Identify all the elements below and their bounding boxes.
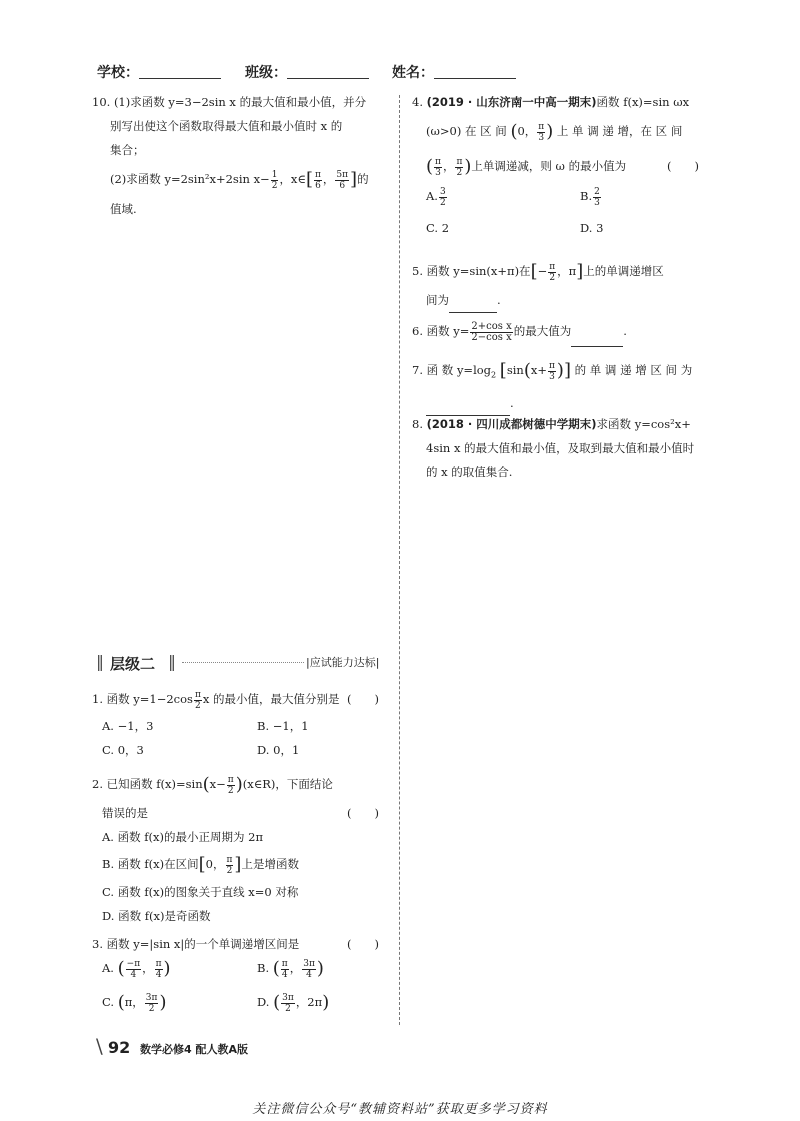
q3-option-b: B. ( $\frac{\pi}{4}$ ， $\frac{3\pi}{4}$ )	[257, 958, 324, 980]
q10-line5: 值域.	[110, 202, 137, 216]
section-dotted-line	[182, 662, 304, 663]
school-label	[97, 62, 221, 82]
q1-stem	[92, 684, 392, 714]
q2-option-b-text: B. 函数 f(x)在区间	[102, 857, 199, 871]
q1-option-c: C. 0，3	[102, 743, 144, 757]
question-1	[92, 684, 392, 762]
question-5	[412, 255, 712, 313]
q10-text-c: 的	[357, 172, 369, 186]
q2-option-b-tail: 上是增函数	[241, 857, 299, 871]
q10-line2: 别写出使这个函数取得最大值和最小值时 x 的	[110, 119, 343, 133]
q5-text-b: 上的单调递增区	[583, 264, 664, 278]
q1-option-b: B. −1，1	[257, 719, 309, 733]
q4-text-c: 上 单 调 递 增，在 区 间	[556, 124, 683, 138]
q7-text-a: 7. 函 数 y=log	[412, 363, 492, 377]
q10-text-a: (2)求函数 y=2sin²x+2sin x−	[110, 172, 270, 186]
q5-line1: 5. 函数 y=sin(x+π)在[− $\frac{\pi}{2}$ ，π]上的单调递增区	[412, 261, 664, 283]
name-blank	[434, 64, 516, 79]
class-label	[245, 62, 369, 82]
q4-text-a: 函数 f(x)=sin ωx	[596, 95, 690, 109]
q2-text-d: 错误的是	[102, 806, 148, 820]
q2-option-b-fraction: $\frac{\pi}{2}$	[226, 854, 233, 876]
name-label	[392, 62, 516, 82]
q6-text-b: 的最大值为	[513, 324, 572, 338]
school-blank	[139, 64, 221, 79]
q6-answer-blank[interactable]	[571, 316, 623, 347]
q1-option-d: D. 0，1	[257, 743, 300, 757]
page-number: 92	[108, 1038, 131, 1057]
q4-interval2-a: $\frac{\pi}{3}$	[435, 156, 441, 178]
class-blank	[287, 64, 369, 79]
q5-text-a: 5. 函数 y=sin(x+π)在	[412, 264, 531, 278]
section-tag: |应试能力达标|	[306, 656, 380, 669]
question-2	[92, 768, 392, 928]
q5-answer-blank[interactable]	[449, 288, 497, 313]
q2-text-a: 2. 已知函数 f(x)=sin	[92, 777, 203, 791]
q4-answer-paren: ( )	[667, 159, 699, 173]
q8-text-a: 求函数 y=cos²x+	[596, 417, 691, 431]
q8-source: (2018 · 四川成都树德中学期末)	[426, 417, 597, 431]
q1-options-row1	[92, 714, 392, 738]
name-text: 姓名：	[392, 65, 434, 81]
q1-text-b: x 的最小值，最大值分别是	[202, 692, 340, 706]
q4-option-b: B. $\frac{2}{3}$	[580, 186, 600, 208]
q1-text-a: 1. 函数 y=1−2cos	[92, 692, 193, 706]
q2-stem: 2. 已知函数 f(x)=sin(x− $\frac{\pi}{2}$ )(x∈R)，下面结论	[92, 774, 333, 796]
q10-line1: 10. (1)求函数 y=3−2sin x 的最大值和最小值，并分	[92, 95, 367, 109]
q7-text-b: 的 单 调 递 增 区 间 为	[574, 363, 693, 377]
q4-interval1-fraction: $\frac{\pi}{3}$	[538, 121, 545, 143]
q4-line2: (ω>0) 在 区 间 (0， $\frac{\pi}{3}$ ) 上 单 调 递 增，在 区 间	[426, 121, 683, 143]
q4-line3: ( $\frac{\pi}{3}$ ， $\frac{\pi}{2}$ )上单调递减，则 ω 的最小值为 ( )	[412, 149, 712, 184]
q3-stem	[92, 932, 392, 956]
q2-line2	[92, 801, 392, 825]
q8-line3: 的 x 的取值集合.	[426, 465, 513, 479]
q5-fraction: $\frac{\pi}{2}$	[549, 261, 556, 283]
q5-line2: 间为 .	[412, 288, 712, 313]
q7-line2: .	[412, 391, 712, 416]
q2-option-b-interval: 0，	[205, 857, 225, 871]
q3-options-row2	[92, 990, 392, 1024]
q10-line4: (2)求函数 y=2sin²x+2sin x− $\frac{1}{2}$ ，x∈[ $\frac{\pi}{6}$ ， $\frac{5\pi}{6}$ ]的	[110, 169, 369, 191]
q4-interval2-b: $\frac{\pi}{2}$	[456, 156, 463, 178]
q4-option-c: C. 2	[426, 221, 450, 235]
question-3	[92, 932, 392, 1024]
q10-5pi6-fraction: $\frac{5\pi}{6}$	[336, 169, 349, 191]
q3-option-d: D. ( $\frac{3\pi}{2}$ ，2π)	[257, 992, 330, 1014]
section-header: ‖ 层级二 ‖ |应试能力达标|	[96, 652, 380, 673]
q2-fraction: $\frac{\pi}{2}$	[227, 774, 234, 796]
q10-line3: 集合；	[110, 143, 145, 157]
q2-option-d: D. 函数 f(x)是奇函数	[102, 909, 211, 923]
q2-text-b: x−	[209, 777, 226, 791]
class-text: 班级：	[245, 65, 287, 81]
q2-option-a: A. 函数 f(x)的最小正周期为 2π	[102, 830, 264, 844]
question-8	[412, 412, 712, 484]
q4-options-row1	[412, 184, 712, 216]
q3-options-row1	[92, 956, 392, 990]
q4-source: (2019 · 山东济南一中高一期末)	[426, 95, 597, 109]
question-4	[412, 90, 712, 242]
q2-option-b: B. 函数 f(x)在区间[0， $\frac{\pi}{2}$ ]上是增函数	[102, 854, 299, 876]
q4-line1: 4. (2019 · 山东济南一中高一期末)函数 f(x)=sin ωx	[412, 95, 690, 109]
q4-option-a: A. $\frac{3}{2}$	[426, 186, 446, 208]
q4-text-d: 上单调递减，则 ω 的最小值为	[471, 159, 627, 173]
q1-fraction: $\frac{\pi}{2}$	[194, 689, 201, 711]
q7-fraction: $\frac{\pi}{3}$	[548, 360, 555, 382]
q1-answer-paren: ( )	[347, 692, 379, 706]
q4-option-d: D. 3	[580, 221, 604, 235]
q6-text-a: 6. 函数 y=	[412, 324, 470, 338]
question-10	[92, 90, 392, 221]
q3-option-c: C. (π， $\frac{3\pi}{2}$ )	[102, 992, 167, 1014]
q3-text: 3. 函数 y=|sin x|的一个单调递增区间是	[92, 937, 300, 951]
q1-option-a: A. −1，3	[102, 719, 154, 733]
section-tag-text: 应试能力达标	[309, 656, 376, 669]
q2-text-c: (x∈R)，下面结论	[242, 777, 333, 791]
q4-text-b: (ω>0) 在 区 间	[426, 124, 507, 138]
q1-options-row2	[92, 738, 392, 762]
q5-text-c: 间为	[426, 293, 449, 307]
q3-option-a: A. ( $\frac{-\pi}{4}$ ， $\frac{\pi}{4}$ )	[102, 958, 171, 980]
q10-half-fraction: $\frac{1}{2}$	[271, 169, 278, 191]
q6-fraction: $\frac{\text{2+cos x}}{\text{2−cos x}}$	[471, 320, 512, 343]
question-6	[412, 316, 712, 347]
column-divider	[399, 95, 400, 1025]
q10-text-b: ，x∈	[279, 172, 306, 186]
section-title: 层级二	[110, 655, 156, 673]
q8-line2: 4sin x 的最大值和最小值，及取到最大值和最小值时	[426, 441, 695, 455]
q10-pi6-fraction: $\frac{\pi}{6}$	[314, 169, 321, 191]
q3-answer-paren: ( )	[347, 937, 379, 951]
school-text: 学校：	[97, 65, 139, 81]
book-title: 数学必修4 配人教A版	[140, 1043, 248, 1056]
q4-options-row2	[412, 216, 712, 242]
q6-line1: 6. 函数 y= $\frac{\text{2+cos x}}{\text{2−cos x}}$ 的最大值为 .	[412, 316, 712, 347]
question-7	[412, 354, 712, 416]
q2-option-c: C. 函数 f(x)的图象关于直线 x=0 对称	[102, 885, 299, 899]
q2-answer-paren: ( )	[347, 806, 379, 820]
q8-line1: 8. (2018 · 四川成都树德中学期末)求函数 y=cos²x+	[412, 417, 691, 431]
q7-line1: 7. 函 数 $y=\log_2$ [sin(x+ $\frac{\pi}{3}$ )] 的 单 调 递 增 区 间 为	[412, 360, 693, 382]
promo-text: 关注微信公众号“教辅资料站”获取更多学习资料	[252, 1102, 548, 1117]
